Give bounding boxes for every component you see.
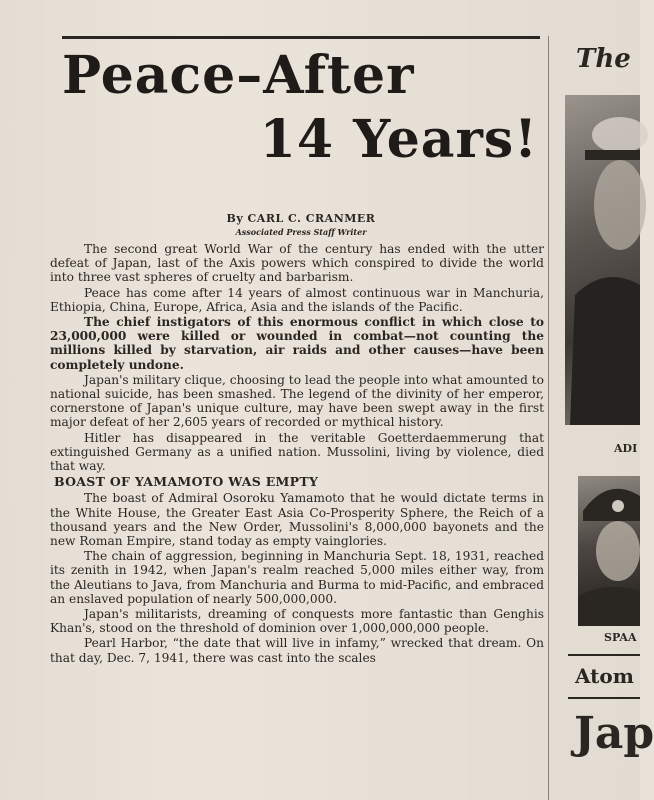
top-rule [62, 36, 540, 39]
paragraph: Pearl Harbor, “the date that will live in infamy,” wrecked that dream. On that day, Dec. 7, 1941, there was cast into the scales [50, 636, 544, 665]
right-column-title: The [576, 44, 631, 74]
headline-line-1: Peace–After [62, 45, 415, 106]
paragraph: Japan's militarists, dreaming of conquests more fantastic than Genghis Khan's, stood on the threshold of dominion over 1,000,000,000 people. [50, 607, 544, 636]
headline-line-2: 14 Years! [259, 109, 538, 170]
portrait-figure-2 [578, 476, 640, 626]
paragraph: Peace has come after 14 years of almost continuous war in Manchuria, Ethiopia, China, Europe, Africa, Asia and the islands of the Pacific. [50, 285, 544, 314]
paragraph: The chain of aggression, beginning in Manchuria Sept. 18, 1931, reached its zenith in 1942, when Japan's realm reached 5,000 miles either way, from the Aleutians to Java, from Manchuria and Burma to mid-Pacific, and embraced an enslaved population of nearly 500,000,000. [50, 549, 544, 606]
paragraph: Japan's military clique, choosing to lead the people into what amounted to national suicide, has been smashed. The legend of the divinity of her emperor, cornerstone of Japan's unique culture, may have been swept away in the first major defeat of her 2,605 years of recorded or mythical history. [50, 372, 544, 430]
headline [62, 44, 540, 172]
photo-caption: ADI [614, 442, 638, 455]
divider [568, 654, 640, 656]
paragraph: Hitler has disappeared in the veritable Goetterdaemmerung that extinguished Germany as a unified nation. Mussolini, living by violence, died that way. [50, 430, 544, 474]
paragraph: The boast of Admiral Osoroku Yamamoto that he would dictate terms in the White House, the Greater East Asia Co-Prosperity Sphere, the Reich of a thousand years and the New Order, Mussolini's 8,000,000 bayonets and the new Roman Empire, stand today as empty vainglories. [50, 491, 544, 549]
column-rule [548, 36, 549, 800]
paragraph: The second great World War of the century has ended with the utter defeat of Japan, last of the Axis powers which conspired to divide the world into three vast spheres of cruelty and barbarism. [50, 242, 544, 285]
photo-caption-2: SPAA [604, 631, 637, 644]
paragraph-bold: The chief instigators of this enormous conflict in which close to 23,000,000 were killed or wounded in combat—not counting the millions killed by starvation, air raids and other causes—have been completely undone. [50, 315, 544, 372]
byline-credit: Associated Press Staff Writer [235, 227, 367, 237]
article-body [50, 242, 544, 666]
portrait-photo [565, 95, 640, 425]
subhead: BOAST OF YAMAMOTO WAS EMPTY [54, 474, 319, 490]
right-column-headline-large: Jap [574, 708, 654, 759]
portrait-figure [565, 95, 640, 425]
portrait-photo-2 [578, 476, 640, 626]
divider [568, 697, 640, 699]
byline: By CARL C. CRANMER [226, 212, 376, 225]
right-column-headline: Atom [575, 664, 634, 688]
